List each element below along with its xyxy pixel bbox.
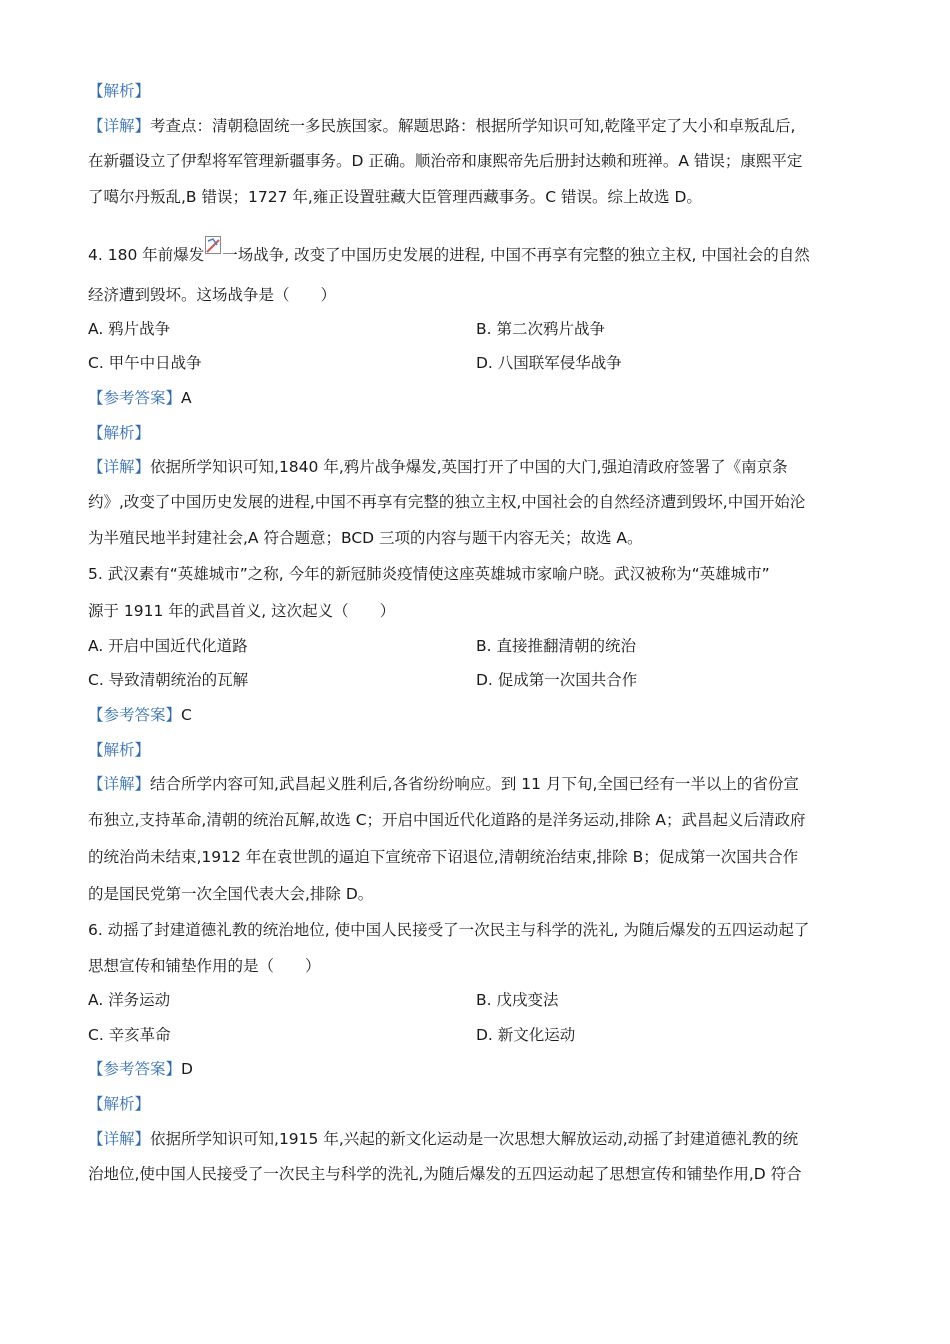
broken-image-icon xyxy=(205,236,221,254)
answer-label: 【参考答案】 xyxy=(88,706,182,724)
analysis-label: 【解析】 xyxy=(88,82,151,100)
detail-line: 【详解】结合所学内容可知,武昌起义胜利后,各省纷纷响应。到 11 月下旬,全国已经有一半以上的省份宣 xyxy=(88,775,799,793)
detail-line: 治地位,使中国人民接受了一次民主与科学的洗礼,为随后爆发的五四运动起了思想宣传和铺垫作用,D 符合 xyxy=(88,1165,802,1183)
option-d[interactable]: D. 促成第一次国共合作 xyxy=(476,671,638,689)
answer-value: A xyxy=(181,389,192,407)
answer-value: D xyxy=(181,1060,193,1078)
detail-line: 在新疆设立了伊犁将军管理新疆事务。D 正确。顺治帝和康熙帝先后册封达赖和班禅。A 错误；康熙平定 xyxy=(88,152,803,170)
answer-value: C xyxy=(181,706,192,724)
detail-label: 【详解】 xyxy=(88,1130,151,1148)
question-stem: 5. 武汉素有“英雄城市”之称, 今年的新冠肺炎疫情使这座英雄城市家喻户晓。武汉被称为“英雄城市” xyxy=(88,565,770,583)
analysis-label: 【解析】 xyxy=(88,741,151,759)
option-d[interactable]: D. 新文化运动 xyxy=(476,1026,576,1044)
detail-line: 了噶尔丹叛乱,B 错误；1727 年,雍正设置驻藏大臣管理西藏事务。C 错误。综上故选 D。 xyxy=(88,188,702,206)
question-stem: 4. 180 年前爆发 一场战争, 改变了中国历史发展的进程, 中国不再享有完整的独立主权, 中国社会的自然 xyxy=(88,236,868,265)
detail-line: 的统治尚未结束,1912 年在袁世凯的逼迫下宣统帝下诏退位,清朝统治结束,排除 B；促成第一次国共合作 xyxy=(88,848,799,866)
option-b[interactable]: B. 直接推翻清朝的统治 xyxy=(476,637,636,655)
detail-label: 【详解】 xyxy=(88,458,151,476)
answer-line xyxy=(88,1059,868,1079)
option-a[interactable]: A. 洋务运动 xyxy=(88,991,171,1009)
question-stem-cont: 源于 1911 年的武昌首义, 这次起义（ ） xyxy=(88,602,396,620)
option-b[interactable]: B. 戊戌变法 xyxy=(476,991,559,1009)
detail-line: 为半殖民地半封建社会,A 符合题意；BCD 三项的内容与题干内容无关；故选 A。 xyxy=(88,529,643,547)
option-c[interactable]: C. 辛亥革命 xyxy=(88,1026,171,1044)
answer-line xyxy=(88,705,868,725)
option-d[interactable]: D. 八国联军侵华战争 xyxy=(476,354,622,372)
question-stem-cont: 思想宣传和铺垫作用的是（ ） xyxy=(88,957,321,975)
detail-line: 约》,改变了中国历史发展的进程,中国不再享有完整的独立主权,中国社会的自然经济遭到毁坏,中国开始沦 xyxy=(88,493,806,511)
question-stem: 6. 动摇了封建道德礼教的统治地位, 使中国人民接受了一次民主与科学的洗礼, 为随后爆发的五四运动起了 xyxy=(88,921,810,939)
answer-label: 【参考答案】 xyxy=(88,1060,182,1078)
answer-line xyxy=(88,388,868,408)
option-c[interactable]: C. 甲午中日战争 xyxy=(88,354,202,372)
option-a[interactable]: A. 开启中国近代化道路 xyxy=(88,637,248,655)
detail-line: 【详解】依据所学知识可知,1840 年,鸦片战争爆发,英国打开了中国的大门,强迫清政府签署了《南京条 xyxy=(88,458,788,476)
detail-line: 的是国民党第一次全国代表大会,排除 D。 xyxy=(88,885,374,903)
detail-line: 【详解】依据所学知识可知,1915 年,兴起的新文化运动是一次思想大解放运动,动摇了封建道德礼教的统 xyxy=(88,1130,799,1148)
detail-line: 布独立,支持革命,清朝的统治瓦解,故选 C；开启中国近代化道路的是洋务运动,排除 A；武昌起义后清政府 xyxy=(88,811,806,829)
analysis-label: 【解析】 xyxy=(88,1095,151,1113)
detail-label: 【详解】 xyxy=(88,775,151,793)
option-a[interactable]: A. 鸦片战争 xyxy=(88,320,171,338)
answer-label: 【参考答案】 xyxy=(88,389,182,407)
option-c[interactable]: C. 导致清朝统治的瓦解 xyxy=(88,671,249,689)
detail-line: 【详解】考查点：清朝稳固统一多民族国家。解题思路：根据所学知识可知,乾隆平定了大小和卓叛乱后, xyxy=(88,117,796,135)
analysis-label: 【解析】 xyxy=(88,424,151,442)
detail-label: 【详解】 xyxy=(88,117,151,135)
question-stem-cont: 经济遭到毁坏。这场战争是（ ） xyxy=(88,286,337,304)
option-b[interactable]: B. 第二次鸦片战争 xyxy=(476,320,605,338)
